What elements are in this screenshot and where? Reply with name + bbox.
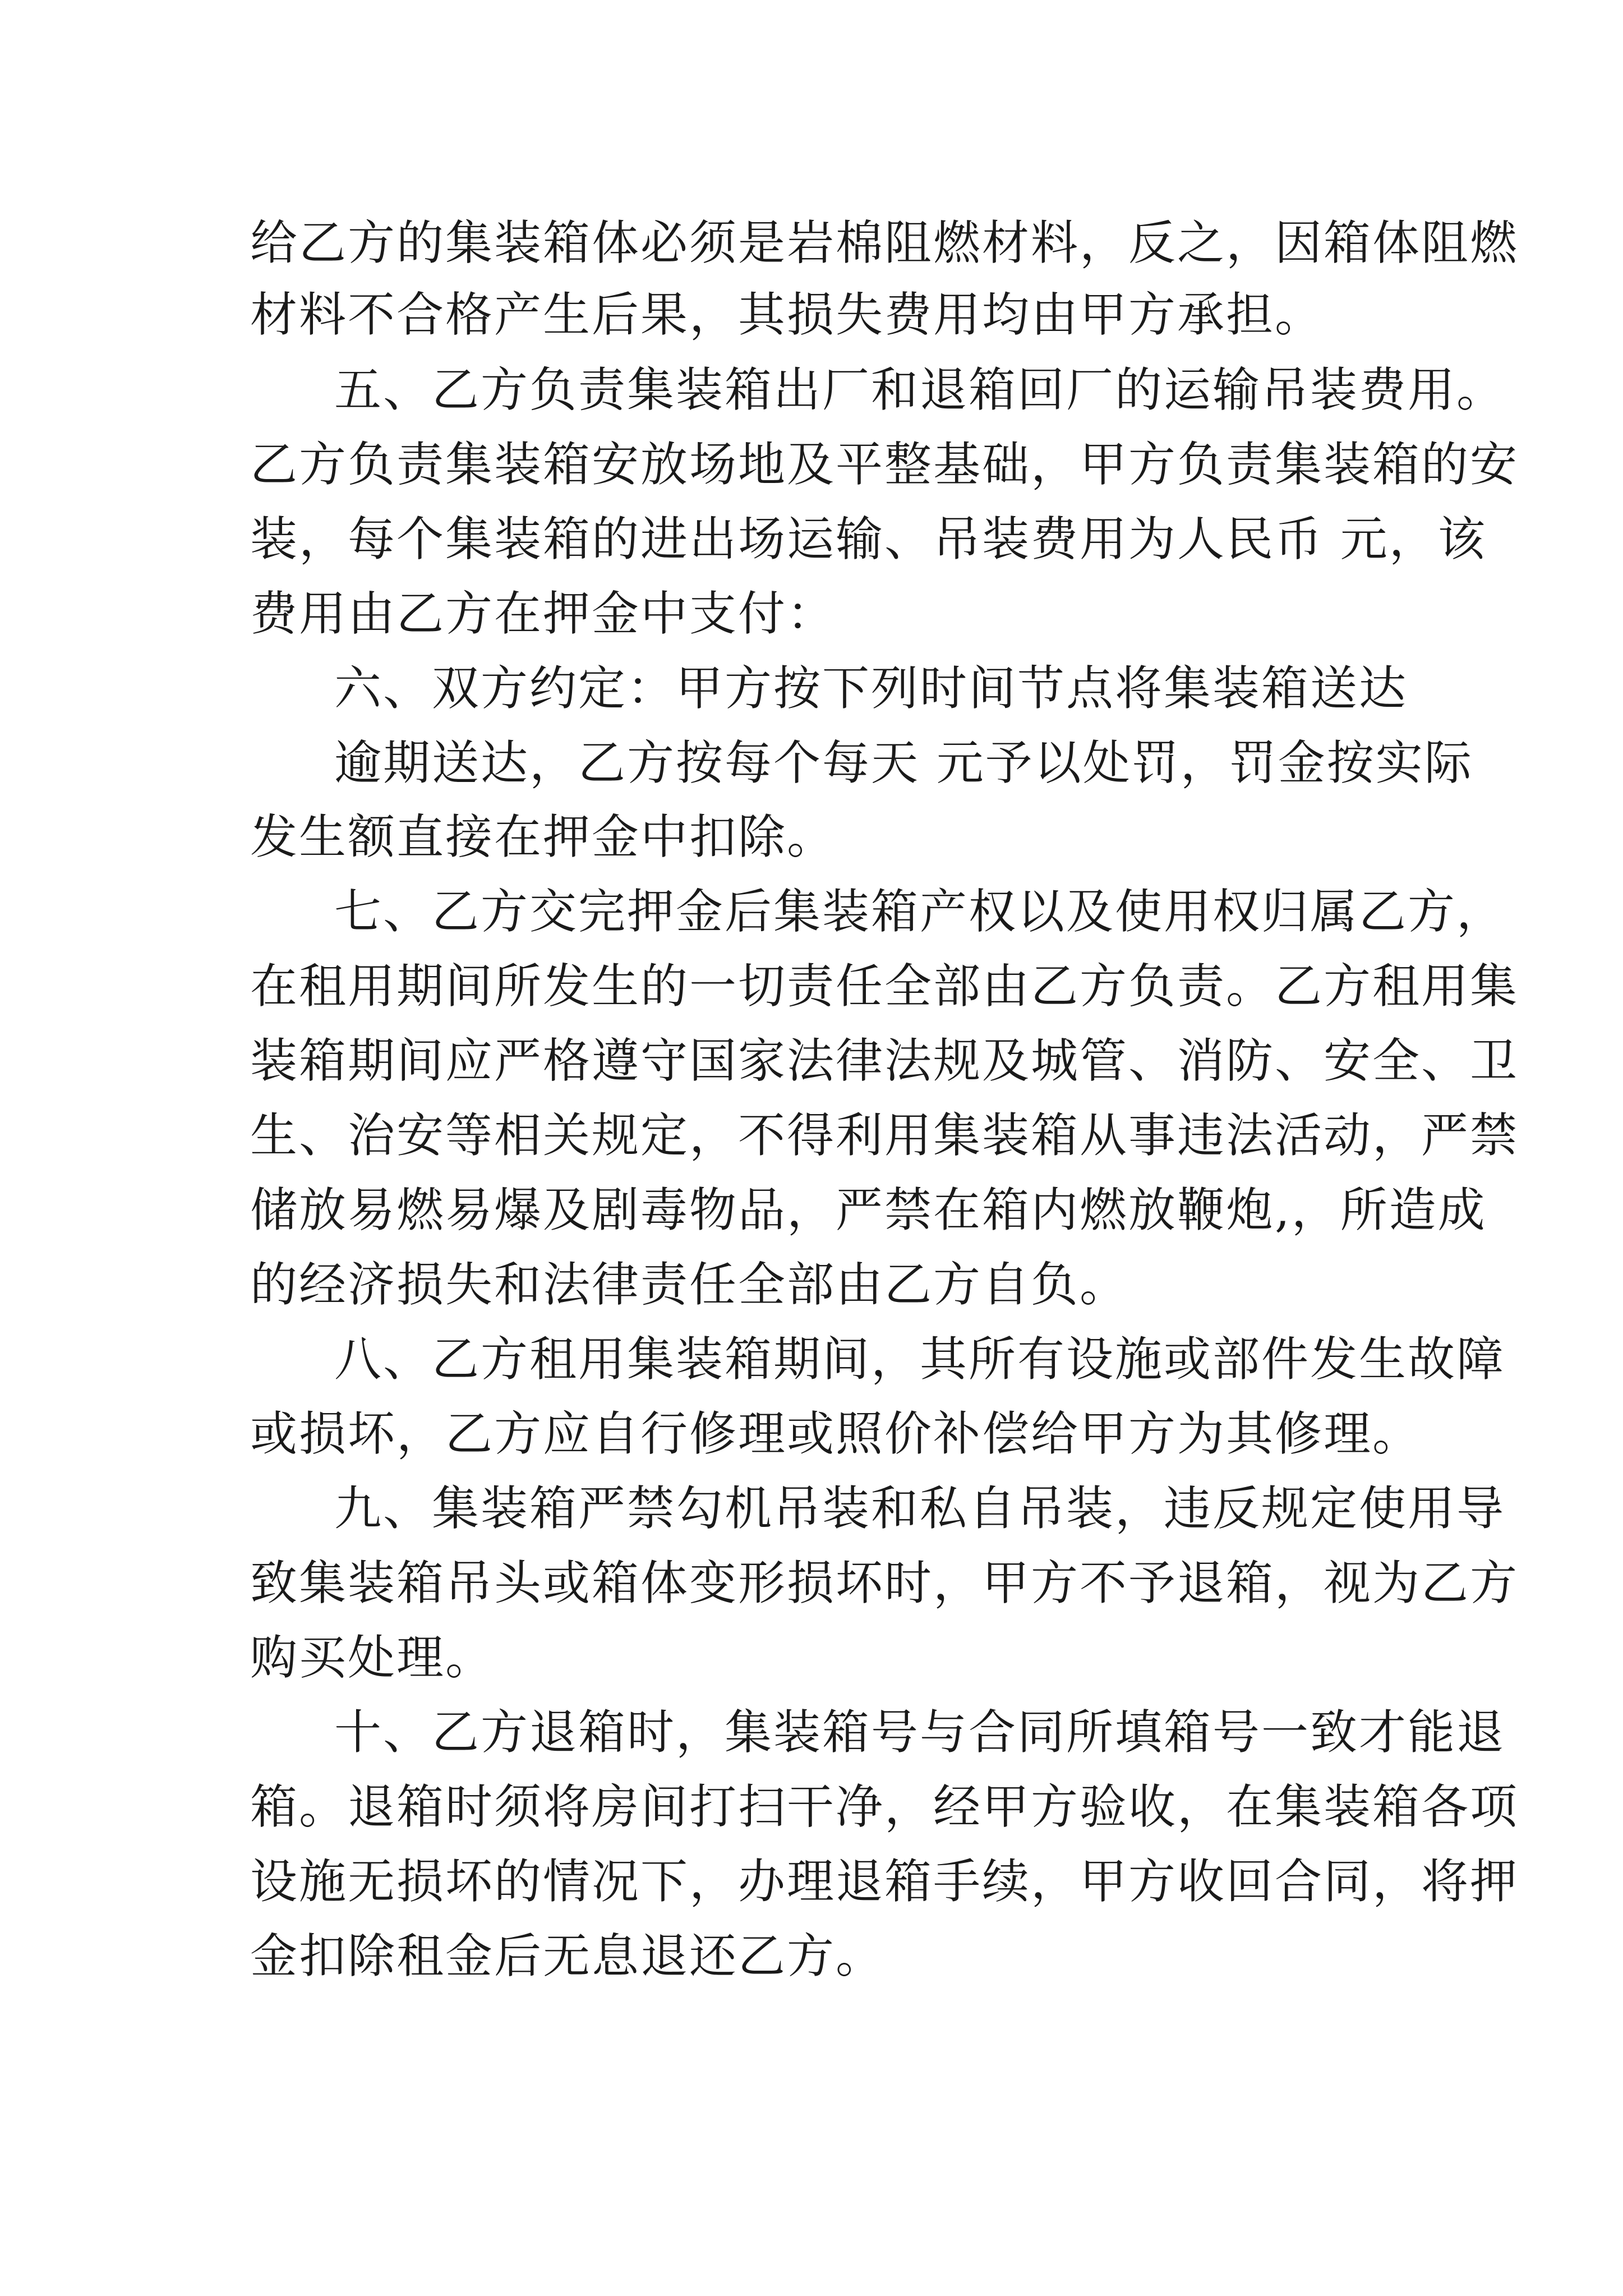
text-line: 十、乙方退箱时，集装箱号与合同所填箱号一致才能退 — [334, 1705, 1506, 1760]
text-line: 设施无损坏的情况下，办理退箱手续，甲方收回合同，将押 — [250, 1854, 1519, 1909]
text-line: 六、双方约定：甲方按下列时间节点将集装箱送达 — [334, 661, 1408, 716]
text-line: 五、乙方负责集装箱出厂和退箱回厂的运输吊装费用。 — [334, 362, 1506, 417]
text-line: 八、乙方租用集装箱期间，其所有设施或部件发生故障 — [334, 1332, 1506, 1387]
text-line: 七、乙方交完押金后集装箱产权以及使用权归属乙方， — [334, 884, 1506, 939]
text-line: 购买处理。 — [250, 1630, 495, 1685]
text-line: 乙方负责集装箱安放场地及平整基础，甲方负责集装箱的安 — [250, 437, 1519, 492]
text-line: 金扣除租金后无息退还乙方。 — [250, 1929, 885, 1984]
text-line: 的经济损失和法律责任全部由乙方自负。 — [250, 1257, 1129, 1312]
text-line: 在租用期间所发生的一切责任全部由乙方负责。乙方租用集 — [250, 959, 1519, 1014]
text-line: 逾期送达，乙方按每个每天 元予以处罚，罚金按实际 — [334, 735, 1473, 790]
text-line: 致集装箱吊头或箱体变形损坏时，甲方不予退箱，视为乙方 — [250, 1556, 1519, 1611]
text-line: 箱。退箱时须将房间打扫干净，经甲方验收，在集装箱各项 — [250, 1779, 1519, 1834]
text-line: 费用由乙方在押金中支付： — [250, 586, 836, 641]
text-line: 生、治安等相关规定，不得利用集装箱从事违法活动，严禁 — [250, 1108, 1519, 1163]
text-line: 储放易燃易爆及剧毒物品，严禁在箱内燃放鞭炮,，所造成 — [250, 1182, 1487, 1237]
text-line: 发生额直接在押金中扣除。 — [250, 809, 836, 864]
text-line: 给乙方的集装箱体必须是岩棉阻燃材料，反之，因箱体阻燃 — [250, 215, 1519, 270]
text-line: 或损坏，乙方应自行修理或照价补偿给甲方为其修理。 — [250, 1406, 1422, 1461]
text-line: 材料不合格产生后果，其损失费用均由甲方承担。 — [250, 287, 1324, 342]
text-line: 装箱期间应严格遵守国家法律法规及城管、消防、安全、卫 — [250, 1033, 1519, 1088]
text-line: 装，每个集装箱的进出场运输、吊装费用为人民币 元，该 — [250, 512, 1487, 567]
text-line: 九、集装箱严禁勾机吊装和私自吊装，违反规定使用导 — [334, 1481, 1506, 1536]
